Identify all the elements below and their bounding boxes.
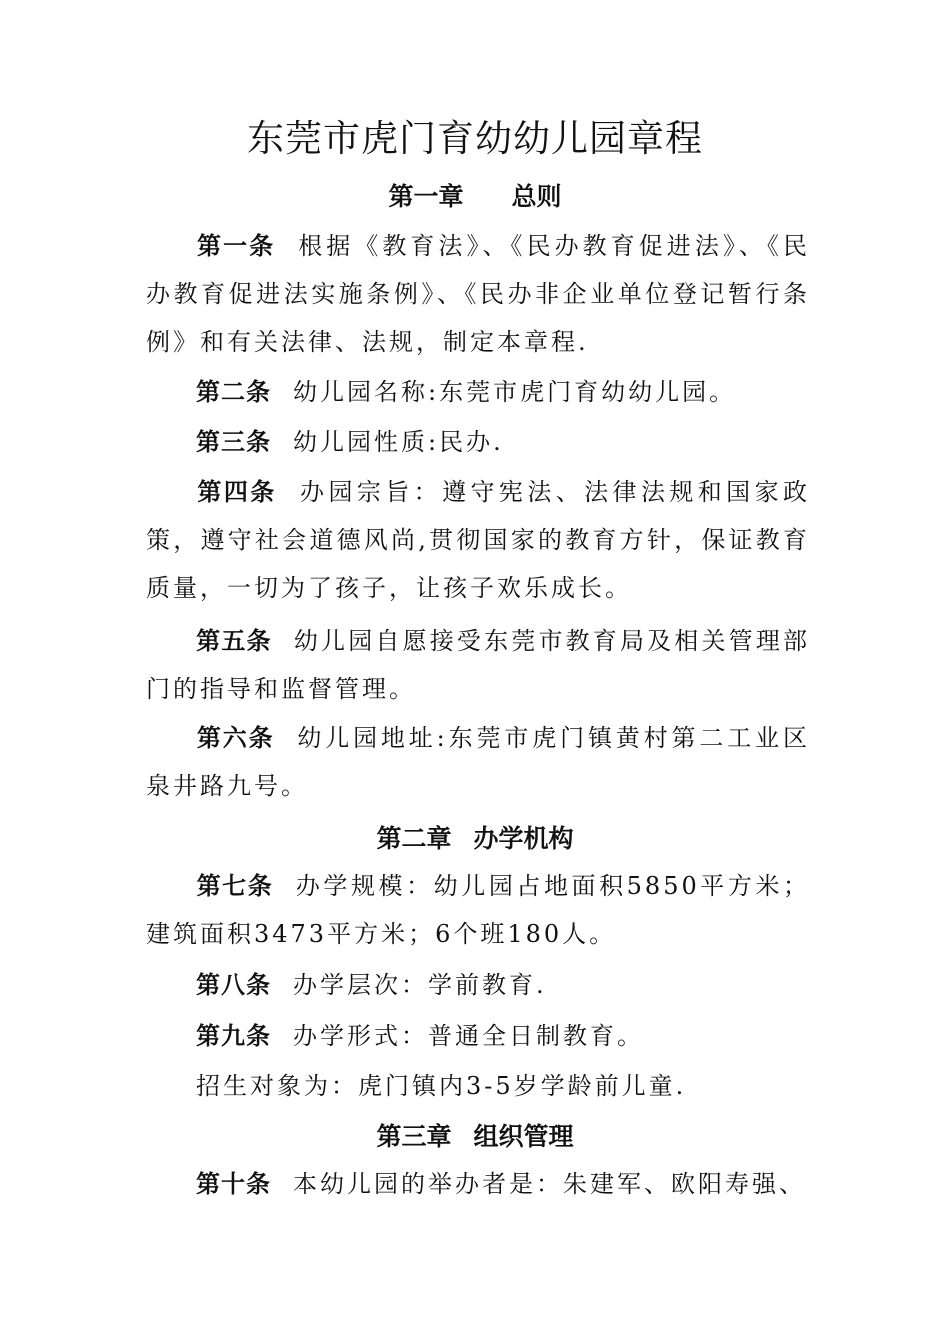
article-3 bbox=[146, 418, 810, 466]
document-title: 东莞市虎门育幼幼儿园章程 bbox=[247, 117, 703, 160]
article-label: 第七条 bbox=[196, 872, 274, 900]
article-10 bbox=[146, 1160, 810, 1208]
article-text: 办学层次：学前教育. bbox=[293, 971, 547, 999]
chapter-name: 总则 bbox=[511, 182, 562, 211]
article-text: 幼儿园名称:东莞市虎门育幼幼儿园。 bbox=[293, 378, 737, 406]
article-label: 第八条 bbox=[196, 971, 271, 999]
article-text: 本幼儿园的举办者是：朱建军、欧阳寿强、 bbox=[293, 1170, 806, 1198]
chapter-heading-1 bbox=[0, 180, 950, 214]
enrollment-line bbox=[146, 1062, 810, 1110]
article-text: 办园宗旨：遵守宪法、法律法规和国家政策，遵守社会道德风尚,贯彻国家的教育方针，保证教育质量，一切为了孩子，让孩子欢乐成长。 bbox=[146, 478, 811, 602]
chapter-name: 办学机构 bbox=[473, 824, 574, 853]
article-text: 办学规模：幼儿园占地面积5850平方米；建筑面积3473平方米；6个班180人。 bbox=[146, 872, 811, 948]
article-label: 第一条 bbox=[196, 232, 276, 260]
article-2 bbox=[146, 368, 810, 416]
article-label: 第十条 bbox=[196, 1170, 271, 1198]
article-label: 第二条 bbox=[196, 378, 271, 406]
article-label: 第五条 bbox=[196, 627, 272, 655]
chapter-number: 第三章 bbox=[376, 1122, 452, 1151]
article-text: 办学形式：普通全日制教育。 bbox=[293, 1022, 644, 1050]
article-5 bbox=[146, 617, 810, 713]
article-text: 幼儿园地址:东莞市虎门镇黄村第二工业区泉井路九号。 bbox=[146, 724, 810, 800]
chapter-number: 第二章 bbox=[376, 824, 452, 853]
chapter-name: 组织管理 bbox=[473, 1122, 574, 1151]
article-text: 招生对象为：虎门镇内3-5岁学龄前儿童. bbox=[196, 1072, 687, 1100]
article-9 bbox=[146, 1012, 810, 1060]
chapter-heading-2 bbox=[0, 822, 950, 856]
article-1 bbox=[146, 222, 810, 366]
article-7 bbox=[146, 862, 810, 958]
article-text: 幼儿园自愿接受东莞市教育局及相关管理部门的指导和监督管理。 bbox=[146, 627, 811, 703]
article-6 bbox=[146, 714, 810, 810]
article-label: 第四条 bbox=[196, 478, 277, 506]
article-text: 根据《教育法》、《民办教育促进法》、《民办教育促进法实施条例》、《民办非企业单位登记暂行条例》和有关法律、法规，制定本章程. bbox=[146, 232, 811, 356]
article-label: 第六条 bbox=[196, 724, 275, 752]
chapter-heading-3 bbox=[0, 1120, 950, 1154]
article-label: 第九条 bbox=[196, 1022, 271, 1050]
article-4 bbox=[146, 468, 810, 612]
article-label: 第三条 bbox=[196, 428, 271, 456]
article-8 bbox=[146, 961, 810, 1009]
chapter-number: 第一章 bbox=[388, 182, 464, 211]
article-text: 幼儿园性质:民办. bbox=[293, 428, 504, 456]
